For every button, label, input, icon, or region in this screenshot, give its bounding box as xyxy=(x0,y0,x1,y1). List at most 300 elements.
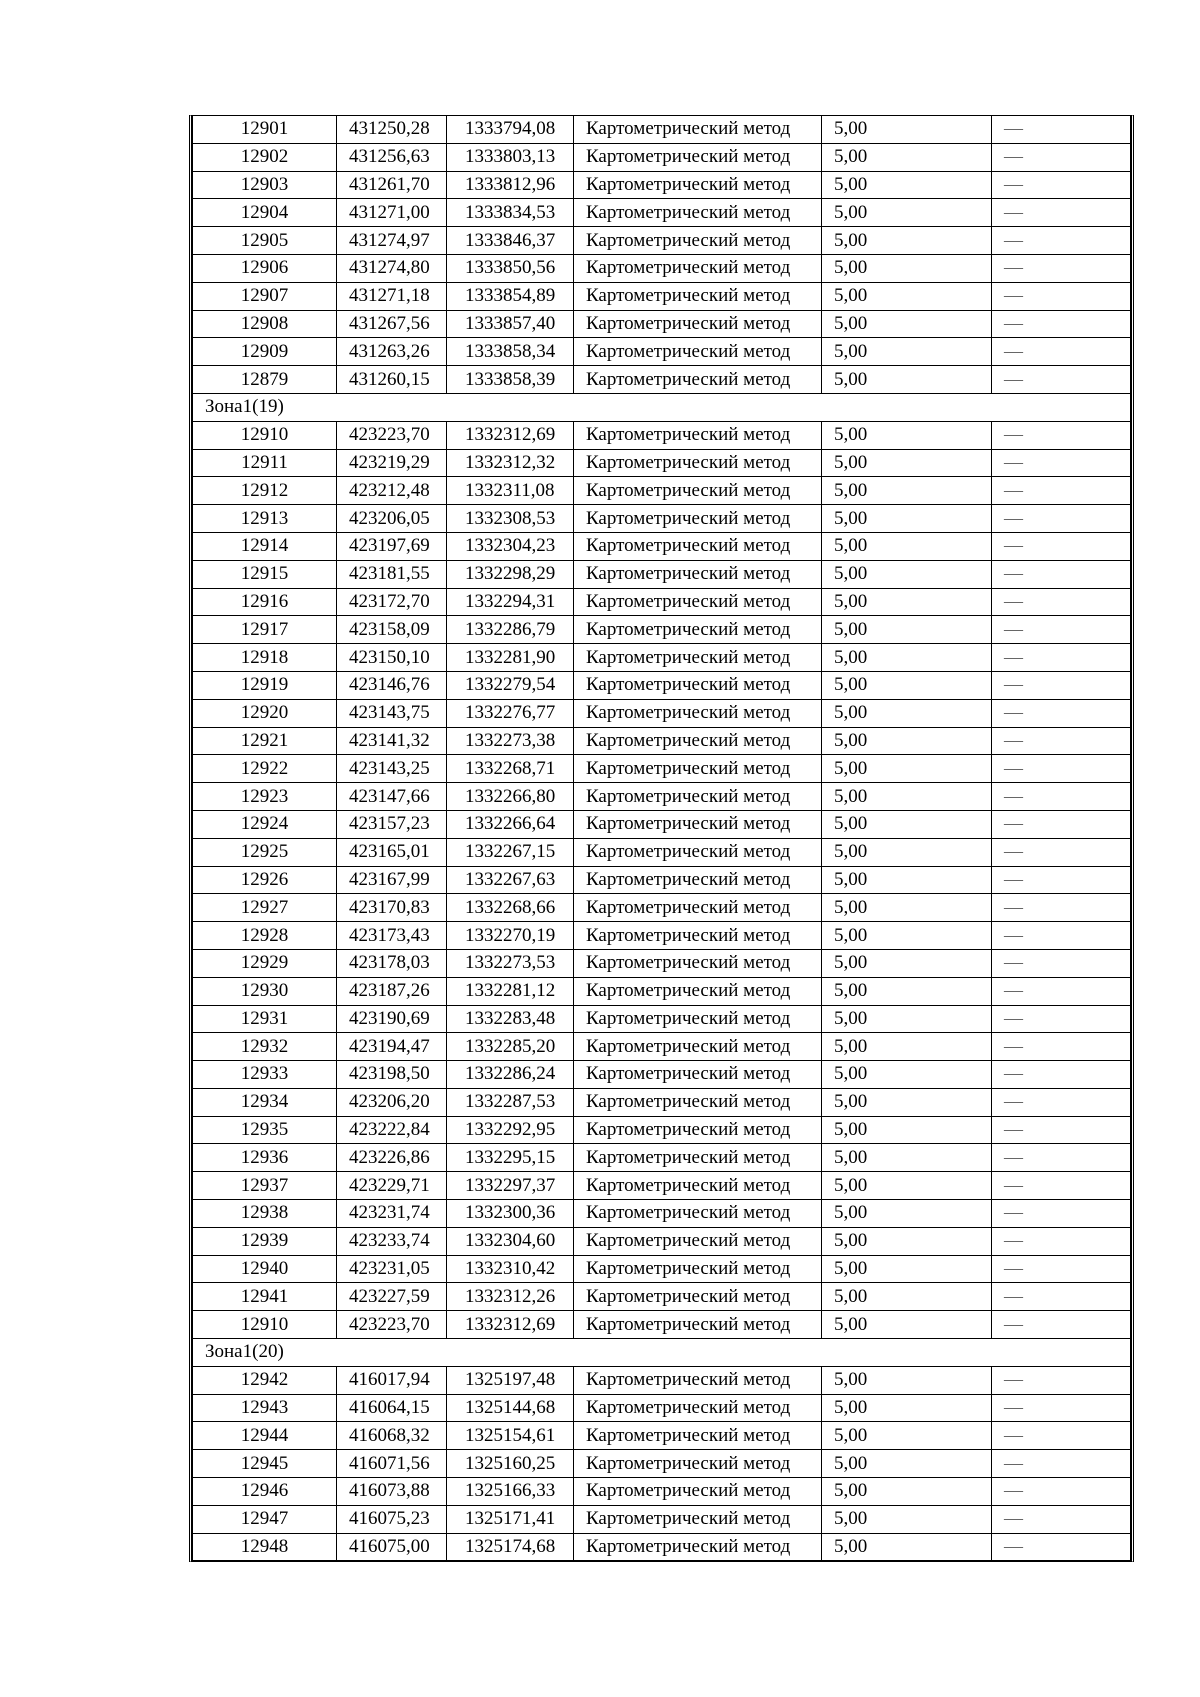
method-cell: Картометрический метод xyxy=(574,282,822,310)
description-cell: — xyxy=(992,1505,1131,1533)
accuracy-cell: 5,00 xyxy=(822,1005,992,1033)
accuracy-cell: 5,00 xyxy=(822,1144,992,1172)
method-cell: Картометрический метод xyxy=(574,532,822,560)
method-cell: Картометрический метод xyxy=(574,727,822,755)
x-coordinate-cell: 423173,43 xyxy=(337,922,447,950)
accuracy-cell: 5,00 xyxy=(822,338,992,366)
description-cell: — xyxy=(992,1227,1131,1255)
accuracy-cell: 5,00 xyxy=(822,783,992,811)
table-row xyxy=(193,282,1131,310)
point-number-cell: 12914 xyxy=(193,532,337,560)
method-cell: Картометрический метод xyxy=(574,755,822,783)
point-number-cell: 12910 xyxy=(193,421,337,449)
description-cell: — xyxy=(992,171,1131,199)
method-cell: Картометрический метод xyxy=(574,922,822,950)
table-row xyxy=(193,699,1131,727)
y-coordinate-cell: 1333794,08 xyxy=(447,116,574,143)
description-cell: — xyxy=(992,1116,1131,1144)
table-row xyxy=(193,227,1131,255)
description-cell: — xyxy=(992,116,1131,143)
table-row xyxy=(193,477,1131,505)
accuracy-cell: 5,00 xyxy=(822,282,992,310)
method-cell: Картометрический метод xyxy=(574,949,822,977)
method-cell: Картометрический метод xyxy=(574,505,822,533)
method-cell: Картометрический метод xyxy=(574,1088,822,1116)
method-cell: Картометрический метод xyxy=(574,1394,822,1422)
description-cell: — xyxy=(992,922,1131,950)
y-coordinate-cell: 1332281,90 xyxy=(447,644,574,672)
table-row xyxy=(193,116,1131,143)
accuracy-cell: 5,00 xyxy=(822,199,992,227)
point-number-cell: 12943 xyxy=(193,1394,337,1422)
accuracy-cell: 5,00 xyxy=(822,1366,992,1394)
zone-label: Зона1(19) xyxy=(193,393,1131,421)
description-cell: — xyxy=(992,783,1131,811)
table-row xyxy=(193,810,1131,838)
table-row xyxy=(193,366,1131,394)
x-coordinate-cell: 423206,20 xyxy=(337,1088,447,1116)
x-coordinate-cell: 416075,00 xyxy=(337,1533,447,1561)
method-cell: Картометрический метод xyxy=(574,1033,822,1061)
method-cell: Картометрический метод xyxy=(574,866,822,894)
method-cell: Картометрический метод xyxy=(574,644,822,672)
point-number-cell: 12927 xyxy=(193,894,337,922)
y-coordinate-cell: 1325171,41 xyxy=(447,1505,574,1533)
x-coordinate-cell: 423229,71 xyxy=(337,1172,447,1200)
accuracy-cell: 5,00 xyxy=(822,838,992,866)
method-cell: Картометрический метод xyxy=(574,1116,822,1144)
description-cell: — xyxy=(992,310,1131,338)
description-cell: — xyxy=(992,449,1131,477)
x-coordinate-cell: 423222,84 xyxy=(337,1116,447,1144)
x-coordinate-cell: 423143,75 xyxy=(337,699,447,727)
accuracy-cell: 5,00 xyxy=(822,1478,992,1506)
x-coordinate-cell: 423143,25 xyxy=(337,755,447,783)
description-cell: — xyxy=(992,199,1131,227)
accuracy-cell: 5,00 xyxy=(822,1394,992,1422)
point-number-cell: 12908 xyxy=(193,310,337,338)
table-row xyxy=(193,254,1131,282)
accuracy-cell: 5,00 xyxy=(822,477,992,505)
description-cell: — xyxy=(992,616,1131,644)
y-coordinate-cell: 1332270,19 xyxy=(447,922,574,950)
y-coordinate-cell: 1332268,71 xyxy=(447,755,574,783)
x-coordinate-cell: 423165,01 xyxy=(337,838,447,866)
y-coordinate-cell: 1333858,34 xyxy=(447,338,574,366)
accuracy-cell: 5,00 xyxy=(822,922,992,950)
point-number-cell: 12933 xyxy=(193,1061,337,1089)
y-coordinate-cell: 1332300,36 xyxy=(447,1200,574,1228)
accuracy-cell: 5,00 xyxy=(822,171,992,199)
point-number-cell: 12920 xyxy=(193,699,337,727)
point-number-cell: 12929 xyxy=(193,949,337,977)
point-number-cell: 12913 xyxy=(193,505,337,533)
description-cell: — xyxy=(992,1172,1131,1200)
description-cell: — xyxy=(992,532,1131,560)
accuracy-cell: 5,00 xyxy=(822,755,992,783)
method-cell: Картометрический метод xyxy=(574,199,822,227)
y-coordinate-cell: 1325154,61 xyxy=(447,1422,574,1450)
table-row xyxy=(193,1533,1131,1561)
description-cell: — xyxy=(992,949,1131,977)
method-cell: Картометрический метод xyxy=(574,616,822,644)
method-cell: Картометрический метод xyxy=(574,810,822,838)
method-cell: Картометрический метод xyxy=(574,449,822,477)
x-coordinate-cell: 423206,05 xyxy=(337,505,447,533)
point-number-cell: 12879 xyxy=(193,366,337,394)
accuracy-cell: 5,00 xyxy=(822,1255,992,1283)
x-coordinate-cell: 423141,32 xyxy=(337,727,447,755)
point-number-cell: 12948 xyxy=(193,1533,337,1561)
coordinates-table-body xyxy=(193,116,1131,1561)
y-coordinate-cell: 1332312,26 xyxy=(447,1283,574,1311)
method-cell: Картометрический метод xyxy=(574,1005,822,1033)
description-cell: — xyxy=(992,1311,1131,1339)
x-coordinate-cell: 423190,69 xyxy=(337,1005,447,1033)
y-coordinate-cell: 1332279,54 xyxy=(447,671,574,699)
method-cell: Картометрический метод xyxy=(574,671,822,699)
y-coordinate-cell: 1332285,20 xyxy=(447,1033,574,1061)
y-coordinate-cell: 1325197,48 xyxy=(447,1366,574,1394)
method-cell: Картометрический метод xyxy=(574,1255,822,1283)
method-cell: Картометрический метод xyxy=(574,1366,822,1394)
accuracy-cell: 5,00 xyxy=(822,977,992,1005)
method-cell: Картометрический метод xyxy=(574,560,822,588)
point-number-cell: 12903 xyxy=(193,171,337,199)
y-coordinate-cell: 1332267,15 xyxy=(447,838,574,866)
method-cell: Картометрический метод xyxy=(574,588,822,616)
accuracy-cell: 5,00 xyxy=(822,421,992,449)
point-number-cell: 12912 xyxy=(193,477,337,505)
point-number-cell: 12919 xyxy=(193,671,337,699)
point-number-cell: 12918 xyxy=(193,644,337,672)
table-row xyxy=(193,1061,1131,1089)
point-number-cell: 12917 xyxy=(193,616,337,644)
method-cell: Картометрический метод xyxy=(574,1505,822,1533)
x-coordinate-cell: 431256,63 xyxy=(337,143,447,171)
accuracy-cell: 5,00 xyxy=(822,699,992,727)
accuracy-cell: 5,00 xyxy=(822,1422,992,1450)
accuracy-cell: 5,00 xyxy=(822,866,992,894)
y-coordinate-cell: 1332312,32 xyxy=(447,449,574,477)
y-coordinate-cell: 1332312,69 xyxy=(447,421,574,449)
accuracy-cell: 5,00 xyxy=(822,1088,992,1116)
point-number-cell: 12924 xyxy=(193,810,337,838)
description-cell: — xyxy=(992,1478,1131,1506)
method-cell: Картометрический метод xyxy=(574,699,822,727)
point-number-cell: 12947 xyxy=(193,1505,337,1533)
x-coordinate-cell: 416071,56 xyxy=(337,1450,447,1478)
method-cell: Картометрический метод xyxy=(574,1227,822,1255)
x-coordinate-cell: 416068,32 xyxy=(337,1422,447,1450)
description-cell: — xyxy=(992,1061,1131,1089)
point-number-cell: 12940 xyxy=(193,1255,337,1283)
accuracy-cell: 5,00 xyxy=(822,1227,992,1255)
method-cell: Картометрический метод xyxy=(574,783,822,811)
x-coordinate-cell: 431274,80 xyxy=(337,254,447,282)
y-coordinate-cell: 1332298,29 xyxy=(447,560,574,588)
method-cell: Картометрический метод xyxy=(574,366,822,394)
point-number-cell: 12938 xyxy=(193,1200,337,1228)
x-coordinate-cell: 423226,86 xyxy=(337,1144,447,1172)
accuracy-cell: 5,00 xyxy=(822,366,992,394)
table-row xyxy=(193,616,1131,644)
y-coordinate-cell: 1332266,80 xyxy=(447,783,574,811)
table-row xyxy=(193,1255,1131,1283)
table-row xyxy=(193,1172,1131,1200)
point-number-cell: 12909 xyxy=(193,338,337,366)
x-coordinate-cell: 423181,55 xyxy=(337,560,447,588)
description-cell: — xyxy=(992,1422,1131,1450)
y-coordinate-cell: 1332308,53 xyxy=(447,505,574,533)
y-coordinate-cell: 1332273,38 xyxy=(447,727,574,755)
y-coordinate-cell: 1332276,77 xyxy=(447,699,574,727)
point-number-cell: 12939 xyxy=(193,1227,337,1255)
point-number-cell: 12944 xyxy=(193,1422,337,1450)
description-cell: — xyxy=(992,727,1131,755)
accuracy-cell: 5,00 xyxy=(822,1116,992,1144)
description-cell: — xyxy=(992,282,1131,310)
point-number-cell: 12928 xyxy=(193,922,337,950)
table-row xyxy=(193,949,1131,977)
table-row xyxy=(193,644,1131,672)
x-coordinate-cell: 416064,15 xyxy=(337,1394,447,1422)
description-cell: — xyxy=(992,254,1131,282)
y-coordinate-cell: 1333858,39 xyxy=(447,366,574,394)
x-coordinate-cell: 423172,70 xyxy=(337,588,447,616)
zone-header-row xyxy=(193,1339,1131,1367)
point-number-cell: 12921 xyxy=(193,727,337,755)
table-row xyxy=(193,1200,1131,1228)
description-cell: — xyxy=(992,1255,1131,1283)
y-coordinate-cell: 1332266,64 xyxy=(447,810,574,838)
table-row xyxy=(193,1394,1131,1422)
point-number-cell: 12916 xyxy=(193,588,337,616)
table-row xyxy=(193,199,1131,227)
table-row xyxy=(193,449,1131,477)
description-cell: — xyxy=(992,560,1131,588)
point-number-cell: 12911 xyxy=(193,449,337,477)
y-coordinate-cell: 1332286,79 xyxy=(447,616,574,644)
y-coordinate-cell: 1325160,25 xyxy=(447,1450,574,1478)
x-coordinate-cell: 423158,09 xyxy=(337,616,447,644)
x-coordinate-cell: 416017,94 xyxy=(337,1366,447,1394)
point-number-cell: 12932 xyxy=(193,1033,337,1061)
x-coordinate-cell: 423223,70 xyxy=(337,421,447,449)
x-coordinate-cell: 431267,56 xyxy=(337,310,447,338)
accuracy-cell: 5,00 xyxy=(822,1450,992,1478)
method-cell: Картометрический метод xyxy=(574,116,822,143)
accuracy-cell: 5,00 xyxy=(822,227,992,255)
table-row xyxy=(193,727,1131,755)
accuracy-cell: 5,00 xyxy=(822,1311,992,1339)
y-coordinate-cell: 1332283,48 xyxy=(447,1005,574,1033)
accuracy-cell: 5,00 xyxy=(822,1200,992,1228)
coordinates-table-frame xyxy=(189,115,1134,1562)
point-number-cell: 12901 xyxy=(193,116,337,143)
method-cell: Картометрический метод xyxy=(574,1172,822,1200)
description-cell: — xyxy=(992,866,1131,894)
point-number-cell: 12902 xyxy=(193,143,337,171)
method-cell: Картометрический метод xyxy=(574,227,822,255)
accuracy-cell: 5,00 xyxy=(822,810,992,838)
method-cell: Картометрический метод xyxy=(574,894,822,922)
x-coordinate-cell: 423178,03 xyxy=(337,949,447,977)
method-cell: Картометрический метод xyxy=(574,1450,822,1478)
description-cell: — xyxy=(992,588,1131,616)
table-row xyxy=(193,977,1131,1005)
y-coordinate-cell: 1332311,08 xyxy=(447,477,574,505)
x-coordinate-cell: 423219,29 xyxy=(337,449,447,477)
x-coordinate-cell: 431271,00 xyxy=(337,199,447,227)
description-cell: — xyxy=(992,699,1131,727)
x-coordinate-cell: 423150,10 xyxy=(337,644,447,672)
table-row xyxy=(193,755,1131,783)
y-coordinate-cell: 1325174,68 xyxy=(447,1533,574,1561)
x-coordinate-cell: 416075,23 xyxy=(337,1505,447,1533)
table-row xyxy=(193,1033,1131,1061)
description-cell: — xyxy=(992,421,1131,449)
table-row xyxy=(193,505,1131,533)
method-cell: Картометрический метод xyxy=(574,1144,822,1172)
y-coordinate-cell: 1333803,13 xyxy=(447,143,574,171)
y-coordinate-cell: 1332292,95 xyxy=(447,1116,574,1144)
table-row xyxy=(193,1505,1131,1533)
description-cell: — xyxy=(992,1283,1131,1311)
y-coordinate-cell: 1333846,37 xyxy=(447,227,574,255)
y-coordinate-cell: 1333857,40 xyxy=(447,310,574,338)
y-coordinate-cell: 1332310,42 xyxy=(447,1255,574,1283)
description-cell: — xyxy=(992,1005,1131,1033)
table-row xyxy=(193,588,1131,616)
accuracy-cell: 5,00 xyxy=(822,1505,992,1533)
table-row xyxy=(193,1311,1131,1339)
description-cell: — xyxy=(992,838,1131,866)
y-coordinate-cell: 1325144,68 xyxy=(447,1394,574,1422)
accuracy-cell: 5,00 xyxy=(822,560,992,588)
accuracy-cell: 5,00 xyxy=(822,894,992,922)
accuracy-cell: 5,00 xyxy=(822,116,992,143)
accuracy-cell: 5,00 xyxy=(822,1283,992,1311)
method-cell: Картометрический метод xyxy=(574,1422,822,1450)
point-number-cell: 12936 xyxy=(193,1144,337,1172)
method-cell: Картометрический метод xyxy=(574,977,822,1005)
method-cell: Картометрический метод xyxy=(574,1311,822,1339)
coordinates-table xyxy=(192,116,1131,1561)
x-coordinate-cell: 423146,76 xyxy=(337,671,447,699)
description-cell: — xyxy=(992,894,1131,922)
y-coordinate-cell: 1332295,15 xyxy=(447,1144,574,1172)
table-row xyxy=(193,783,1131,811)
x-coordinate-cell: 431260,15 xyxy=(337,366,447,394)
point-number-cell: 12930 xyxy=(193,977,337,1005)
x-coordinate-cell: 423223,70 xyxy=(337,1311,447,1339)
table-row xyxy=(193,866,1131,894)
table-row xyxy=(193,560,1131,588)
y-coordinate-cell: 1332273,53 xyxy=(447,949,574,977)
method-cell: Картометрический метод xyxy=(574,477,822,505)
accuracy-cell: 5,00 xyxy=(822,532,992,560)
method-cell: Картометрический метод xyxy=(574,1283,822,1311)
accuracy-cell: 5,00 xyxy=(822,671,992,699)
point-number-cell: 12905 xyxy=(193,227,337,255)
description-cell: — xyxy=(992,1200,1131,1228)
point-number-cell: 12923 xyxy=(193,783,337,811)
accuracy-cell: 5,00 xyxy=(822,449,992,477)
y-coordinate-cell: 1332286,24 xyxy=(447,1061,574,1089)
description-cell: — xyxy=(992,1144,1131,1172)
x-coordinate-cell: 423170,83 xyxy=(337,894,447,922)
table-row xyxy=(193,338,1131,366)
table-row xyxy=(193,922,1131,950)
y-coordinate-cell: 1332287,53 xyxy=(447,1088,574,1116)
description-cell: — xyxy=(992,366,1131,394)
x-coordinate-cell: 423231,05 xyxy=(337,1255,447,1283)
x-coordinate-cell: 423227,59 xyxy=(337,1283,447,1311)
method-cell: Картометрический метод xyxy=(574,1061,822,1089)
method-cell: Картометрический метод xyxy=(574,143,822,171)
description-cell: — xyxy=(992,1088,1131,1116)
table-row xyxy=(193,143,1131,171)
x-coordinate-cell: 431274,97 xyxy=(337,227,447,255)
table-row xyxy=(193,171,1131,199)
x-coordinate-cell: 423157,23 xyxy=(337,810,447,838)
point-number-cell: 12926 xyxy=(193,866,337,894)
x-coordinate-cell: 431271,18 xyxy=(337,282,447,310)
y-coordinate-cell: 1333812,96 xyxy=(447,171,574,199)
table-row xyxy=(193,671,1131,699)
description-cell: — xyxy=(992,338,1131,366)
method-cell: Картометрический метод xyxy=(574,1533,822,1561)
point-number-cell: 12937 xyxy=(193,1172,337,1200)
x-coordinate-cell: 423194,47 xyxy=(337,1033,447,1061)
table-row xyxy=(193,532,1131,560)
method-cell: Картометрический метод xyxy=(574,254,822,282)
method-cell: Картометрический метод xyxy=(574,1478,822,1506)
table-row xyxy=(193,1478,1131,1506)
table-row xyxy=(193,421,1131,449)
accuracy-cell: 5,00 xyxy=(822,588,992,616)
accuracy-cell: 5,00 xyxy=(822,254,992,282)
point-number-cell: 12946 xyxy=(193,1478,337,1506)
method-cell: Картометрический метод xyxy=(574,171,822,199)
x-coordinate-cell: 423147,66 xyxy=(337,783,447,811)
description-cell: — xyxy=(992,755,1131,783)
accuracy-cell: 5,00 xyxy=(822,1533,992,1561)
y-coordinate-cell: 1332297,37 xyxy=(447,1172,574,1200)
method-cell: Картометрический метод xyxy=(574,338,822,366)
accuracy-cell: 5,00 xyxy=(822,143,992,171)
point-number-cell: 12907 xyxy=(193,282,337,310)
point-number-cell: 12941 xyxy=(193,1283,337,1311)
description-cell: — xyxy=(992,1366,1131,1394)
accuracy-cell: 5,00 xyxy=(822,644,992,672)
description-cell: — xyxy=(992,644,1131,672)
point-number-cell: 12934 xyxy=(193,1088,337,1116)
description-cell: — xyxy=(992,671,1131,699)
y-coordinate-cell: 1332267,63 xyxy=(447,866,574,894)
y-coordinate-cell: 1333854,89 xyxy=(447,282,574,310)
point-number-cell: 12945 xyxy=(193,1450,337,1478)
y-coordinate-cell: 1332294,31 xyxy=(447,588,574,616)
description-cell: — xyxy=(992,1033,1131,1061)
table-row xyxy=(193,1422,1131,1450)
description-cell: — xyxy=(992,977,1131,1005)
point-number-cell: 12910 xyxy=(193,1311,337,1339)
zone-header-row xyxy=(193,393,1131,421)
method-cell: Картометрический метод xyxy=(574,838,822,866)
x-coordinate-cell: 423187,26 xyxy=(337,977,447,1005)
